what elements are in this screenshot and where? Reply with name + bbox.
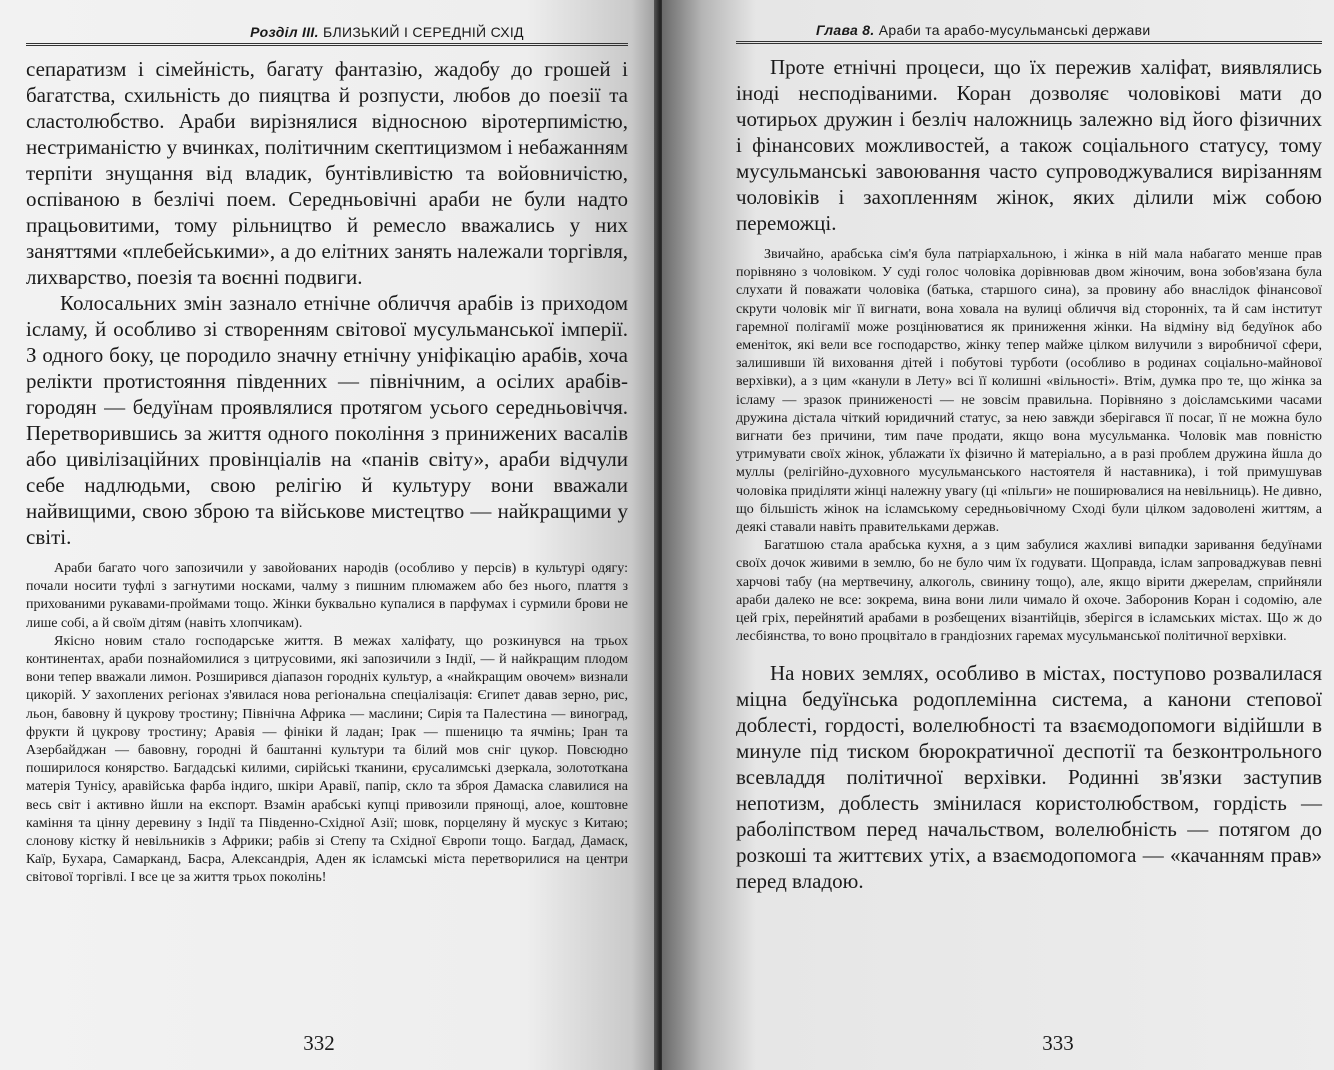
right-main-paragraph: Проте етнічні процеси, що їх пережив халіфат, виявлялись іноді несподіваними. Коран дозволяє чоловікові мати до чотирьох дружин і безліч наложниць залежно від його фізичних і фінансових можливостей, а також соціального статусу, тому мусульманські завоювання часто супроводжувалися вирізанням чоловіків і захопленням жінок, яких ділили між собою переможці.: [736, 55, 1322, 235]
right-small-text: [736, 246, 1322, 646]
right-running-head: [736, 22, 1322, 44]
right-header-title: Араби та арабо-мусульманські держави: [878, 22, 1151, 38]
right-main-text-bottom: [736, 660, 1322, 894]
left-main-paragraph: Колосальних змін зазнало етнічне обличчя арабів із приходом ісламу, й особливо зі створенням світової мусульманської імперії. З одного боку, це породило значну етнічну уніфікацію арабів, хоча релікти протистояння південних — північним, а осілих арабів-городян — бедуїнам проявлялися протягом усього середньовіччя. Перетворившись за життя одного покоління з принижених васалів або цивілізаційних провінціалів на «панів світу», араби відчули себе надлюдьми, свою релігію й культуру вони вважали найвищими, свою зброю та військове мистецтво — найкращими у світі.: [26, 291, 628, 549]
left-small-text: [26, 560, 628, 888]
left-small-paragraph: Араби багато чого запозичили у завойованих народів (особливо у персів) в культурі одягу: почали носити туфлі з загнутими носками, чалму з пишним плюмажем або без нього, плаття з прихованими рукавами-проймами тощо. Жінки буквально купалися в парфумах і сурмили брови не лише собі, а й своїм дітям (навіть хлопчикам).: [26, 561, 628, 631]
left-main-paragraph: сепаратизм і сімейність, багату фантазію, жадобу до грошей і багатства, схильність до пияцтва й розпусти, любов до поезії та сластолюбство. Араби вирізнялися відносною віротерпимістю, нестриманістю у вчинках, політичним скептицизмом і небажанням терпіти знущання від владик, бунтівливістю та войовничістю, оспіваною в безлічі поем. Середньовічні араби не були надто працьовитими, тому рільництво й ремесло вважались у них заняттями «плебейськими», а до елітних занять належали торгівля, лихварство, поезія та воєнні подвиги.: [26, 57, 628, 289]
right-small-paragraph: Звичайно, арабська сім'я була патріархальною, і жінка в ній мала набагато менше прав порівняно з чоловіком. У суді голос чоловіка дорівнював двом жіночим, вона зобов'язана була слухати й поважати чоловіка (батька, старшого сина), за провину або внаслідок фінансової скрути чоловік міг її вигнати, вона ховала на вулиці обличчя від сторонніх, та й сам інститут гаремної полігамії може розцінюватися як приниження жінки. На відміну від бедуїнок або еменіток, які вели все господарство, жінку тепер майже цілком вилучили з виробничої сфери, залишивши їй виховання дітей і побутові турботи (особливо в родинах соціально-майнової верхівки), а з цим «канули в Лету» всі її колишні «вільності». Втім, думка про те, що жінка за ісламу — зразок приниженості — не зовсім правильна. Порівняно з доісламськими часами дружина дістала чіткий юридичний статус, за нею завжди зберігався її посаг, її не можна було вигнати без причини, тим паче продати, якщо вона мусульманка. Чоловік мав повністю утримувати своїх жінок, ублажати їх фізично й матеріально, а в разі проблем дружина йшла до муллы (релігійно-духовного мусульманського настоятеля й наставника), і той примушував чоловіка приділяти жінці належну увагу (ці «пільги» не поширювалися на невільниць). Не дивно, що більшість жінок на ісламському середньовічному Сході були цілком задоволені життям, а деякі ставали навіть правительками держав.: [736, 247, 1322, 536]
left-main-text: [26, 56, 628, 550]
right-main-paragraph: На нових землях, особливо в містах, поступово розвалилася міцна бедуїнська родоплемінна система, а канони степової доблесті, гордості, волелюбності та взаємодопомоги відійшли в минуле під тиском бюрократичної деспотії та безконтрольного всевладдя політичної верхівки. Родинні зв'язки заступив непотизм, доблесть змінилася користолюбством, гордість — раболіпством перед начальством, волелюбність — потягом до розкоші та життєвих утіх, а взаємодопомога — «качанням прав» перед владою.: [736, 661, 1322, 894]
left-running-head: [26, 24, 628, 46]
left-header-section: Розділ III.: [250, 24, 319, 40]
left-header-title: БЛИЗЬКИЙ І СЕРЕДНІЙ СХІД: [323, 24, 524, 40]
right-page: [662, 0, 1334, 1070]
right-small-paragraph: Багатшою стала арабська кухня, а з цим забулися жахливі випадки заривання бедуїнами своїх дочок живими в землю, бо не було чим їх годувати. Щоправда, іслам запроваджував певні харчові табу (на мертвечину, алкоголь, свинину тощо), але, якщо вірити джерелам, сприйняли араби далеко не все: зокрема, вина вони лили чимало й охоче. Заборонив Коран і содомію, але цей гріх, перейнятий арабами в розбещених візантійців, зберігся в ісламських містах. Що ж до лесбіянства, то воно процвітало в грандіозних гаремах мусульманської політичної верхівки.: [736, 538, 1322, 645]
right-header-section: Глава 8.: [816, 22, 875, 38]
right-page-number: 333: [1042, 1031, 1074, 1055]
right-main-text-top: [736, 54, 1322, 236]
left-page-number: 332: [303, 1031, 335, 1055]
left-page: [0, 0, 658, 1070]
left-small-paragraph: Якісно новим стало господарське життя. В межах халіфату, що розкинувся на трьох континентах, араби познайомилися з цитрусовими, які запозичили з Індії, — й найкращим плодом вони тепер вважали лимон. Розширився діапазон городніх культур, а «найкращим овочем» визнали цикорій. У захоплених регіонах з'явилася нова регіональна спеціалізація: Єгипет давав зерно, рис, льон, бавовну й цукрову тростину; Північна Африка — маслини; Сирія та Палестина — виноград, фрукти й цукрову тростину; Аравія — фініки й ладан; Ірак — пшеницю та ячмінь; Іран та Азербайджан — бавовну, городні й баштанні культури та білий мов сніг цукор. Повсюдно поширилося конярство. Багдадські килими, сирійські тканини, єрусалимські дзеркала, золототкана матерія Тунісу, аравійська фарба індиго, шкіри Аравії, папір, скло та зброя Дамаска славилися на весь світ і активно йшли на експорт. Взамін арабські купці привозили прянощі, алое, коштовне каміння та цінну деревину з Індії та Південно-Східної Азії; шовк, порцеляну й мускус з Китаю; слонову кістку й невільників з Африки; рабів зі Степу та Східної Європи тощо. Багдад, Дамаск, Каїр, Бухара, Самарканд, Басра, Александрія, Аден як ісламські міста перетворилися на центри світової торгівлі. І все це за життя трьох поколінь!: [26, 633, 628, 886]
